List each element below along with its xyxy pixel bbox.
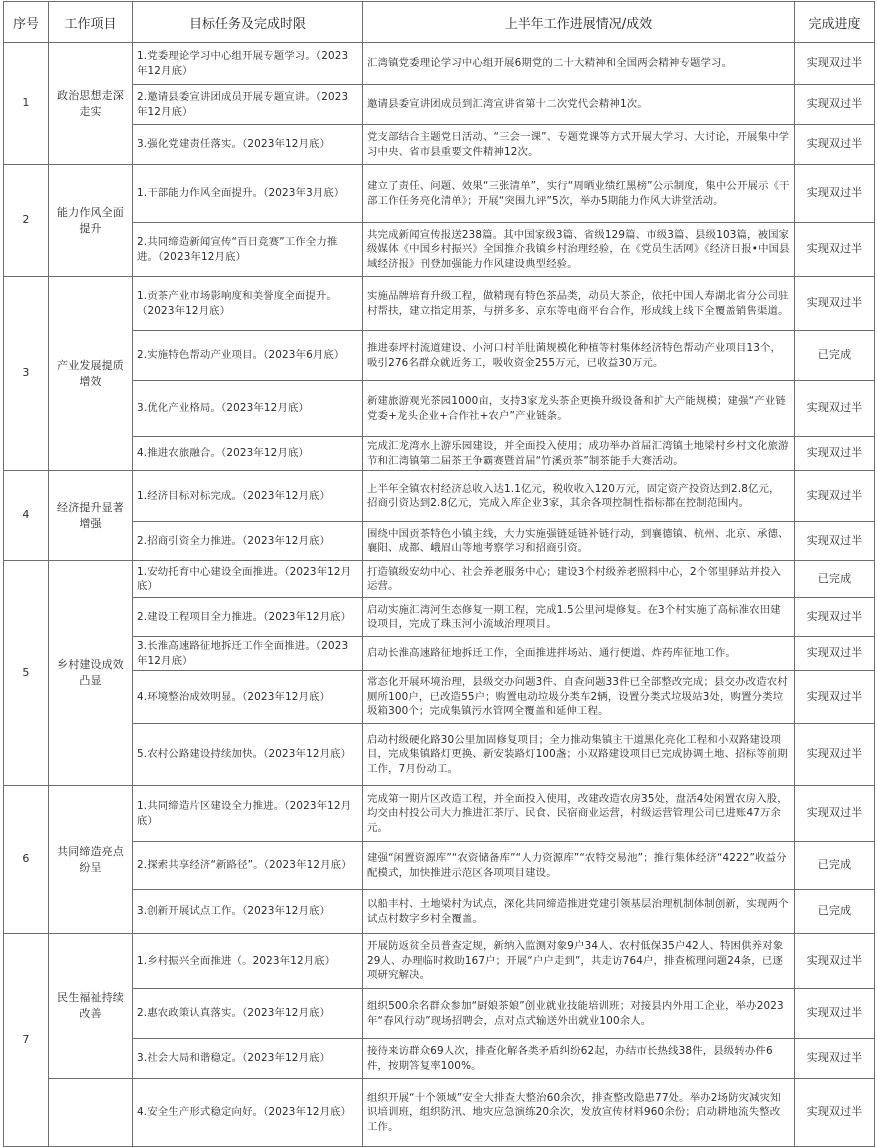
task-cell: 3.强化党建责任落实。（2023年12月底） (133, 125, 363, 165)
group-item: 共同缔造亮点纷呈 (49, 786, 133, 934)
table-row (4, 381, 875, 437)
result-cell: 建立了责任、问题、效果“三张清单”，实行“周晒业绩红黑榜”公示制度，集中公开展示《干部工作任务亮化清单》；开展“突围九评”5次，举办5期能力作风大讲堂活动。 (363, 165, 795, 223)
task-cell: 2.实施特色帮动产业项目。（2023年6月底） (133, 331, 363, 381)
result-cell: 常态化开展环境治理，县级交办问题3件、自查问题33件已全部整改完成；县交办改造农村厕所100户，已改造55户；购置电动垃圾分类车2辆，设置分类式垃圾站3处，购置分类垃圾箱300个；完成集镇污水管网全覆盖和延伸工程。 (363, 671, 795, 724)
progress-cell: 实现双过半 (795, 989, 875, 1039)
task-cell: 1.安幼托育中心建设全面推进。（2023年12月底） (133, 561, 363, 598)
progress-cell: 实现双过半 (795, 437, 875, 471)
result-cell: 共完成新闻宣传报送238篇。其中国家级3篇、省级129篇、市级3篇、县级103篇，被国家级媒体《中国乡村振兴》全国推介我镇乡村治理经验，在《党员生活网》《经济日报•中国县域经济报》刊登加强能力作风建设典型经验。 (363, 223, 795, 277)
group-number: 2 (4, 165, 49, 277)
result-cell: 推进泰坪村流道建设、小河口村羊肚菌规模化种植等村集体经济特色帮动产业项目13个，吸引276名群众就近务工，吸收资金255万元，已收益30万元。 (363, 331, 795, 381)
result-cell: 启动村级硬化路30公里加固修复项目；全力推动集镇主干道黑化亮化工程和小双路建设项目，完成集镇路灯更换、新安装路灯100盏；小双路建设项目已完成协调土地、招标等前期工作，7月份动工。 (363, 724, 795, 786)
result-cell: 建强“闲置资源库”“农资储备库”“人力资源库”“农特交易池”；推行集体经济“4222”收益分配模式，加快推进示范区各项项目建设。 (363, 842, 795, 890)
progress-cell: 实现双过半 (795, 786, 875, 842)
progress-cell: 实现双过半 (795, 223, 875, 277)
result-cell: 实施品牌培育升级工程，做精现有特色茶品类，动员大茶企，依托中国人寿湖北省分公司驻村帮扶，建立指定用茶，与拼多多、京东等电商平台合作，形成线上线下全覆盖销售渠道。 (363, 277, 795, 331)
progress-cell: 实现双过半 (795, 637, 875, 671)
task-cell: 1.贡茶产业市场影响度和美誉度全面提升。（2023年12月底） (133, 277, 363, 331)
table-row (4, 277, 875, 331)
group-item-empty (49, 1079, 133, 1147)
progress-cell: 实现双过半 (795, 522, 875, 561)
group-number: 3 (4, 277, 49, 471)
progress-cell: 实现双过半 (795, 277, 875, 331)
progress-cell: 实现双过半 (795, 43, 875, 85)
group-item: 产业发展提质增效 (49, 277, 133, 471)
task-cell: 2.建设工程项目全力推进。（2023年12月底） (133, 598, 363, 637)
task-cell: 1.经济目标对标完成。（2023年12月底） (133, 471, 363, 522)
table-row (4, 1079, 875, 1147)
progress-cell: 实现双过半 (795, 934, 875, 989)
group-item: 乡村建设成效凸显 (49, 561, 133, 786)
header-row (4, 2, 875, 43)
progress-cell: 已完成 (795, 842, 875, 890)
table-row (4, 43, 875, 85)
result-cell: 接待来访群众69人次，排查化解各类矛盾纠纷62起，办结市长热线38件，县级转办件6件，按期答复率100%。 (363, 1039, 795, 1079)
task-cell: 1.党委理论学习中心组开展专题学习。（2023年12月底） (133, 43, 363, 85)
group-item: 经济提升显著增强 (49, 471, 133, 561)
header-no: 序号 (4, 2, 49, 43)
task-cell: 2.惠农政策认真落实。（2023年12月底） (133, 989, 363, 1039)
task-cell: 3.社会大局和谐稳定。（2023年12月底） (133, 1039, 363, 1079)
table-row (4, 561, 875, 598)
result-cell: 启动长淮高速路征地拆迁工作，全面推进拌场站、通行便道、炸药库征地工作。 (363, 637, 795, 671)
header-task: 目标任务及完成时限 (133, 2, 363, 43)
result-cell: 打造镇级安幼中心、社会养老服务中心；建设3个村级养老照料中心，2个邻里驿站并投入运营。 (363, 561, 795, 598)
task-cell: 5.农村公路建设持续加快。（2023年12月底） (133, 724, 363, 786)
group-item: 能力作风全面提升 (49, 165, 133, 277)
result-cell: 邀请县委宣讲团成员到汇湾宣讲省第十二次党代会精神1次。 (363, 85, 795, 125)
table-row (4, 934, 875, 989)
result-cell: 上半年全镇农村经济总收入达1.1亿元，税收收入120万元，固定资产投资达到2.8亿元，招商引资达到2.8亿元，完成入库企业3家，其余各项控制性指标都在控制范围内。 (363, 471, 795, 522)
group-number: 1 (4, 43, 49, 165)
task-cell: 3.优化产业格局。（2023年12月底） (133, 381, 363, 437)
task-cell: 2.招商引资全力推进。（2023年12月底） (133, 522, 363, 561)
header-progress: 完成进度 (795, 2, 875, 43)
group-number: 6 (4, 786, 49, 934)
table-row (4, 522, 875, 561)
progress-cell: 实现双过半 (795, 125, 875, 165)
table-row (4, 125, 875, 165)
task-cell: 3.长淮高速路征地拆迁工作全面推进。（2023年12月底） (133, 637, 363, 671)
result-cell: 开展防返贫全员普查定规，新纳入监测对象9户34人、农村低保35户42人、特困供养对象29人、办理临时救助167户；开展“户户走到”，共走访764户，排查梳理问题24条，已逐项研究解决。 (363, 934, 795, 989)
table-row (4, 223, 875, 277)
header-result: 上半年工作进展情况/成效 (363, 2, 795, 43)
task-cell: 4.推进农旅融合。（2023年12月底） (133, 437, 363, 471)
progress-cell: 实现双过半 (795, 1079, 875, 1147)
table-row (4, 85, 875, 125)
header-item: 工作项目 (49, 2, 133, 43)
task-cell: 4.安全生产形式稳定向好。（2023年12月底） (133, 1079, 363, 1147)
task-cell: 3.创新开展试点工作。（2023年12月底） (133, 890, 363, 934)
result-cell: 汇湾镇党委理论学习中心组开展6期党的二十大精神和全国两会精神专题学习。 (363, 43, 795, 85)
table-row (4, 786, 875, 842)
task-cell: 1.共同缔造片区建设全力推进。（2023年12月底） (133, 786, 363, 842)
group-item: 政治思想走深走实 (49, 43, 133, 165)
table-row (4, 671, 875, 724)
table-row (4, 598, 875, 637)
work-progress-table (3, 1, 875, 1147)
result-cell: 完成汇龙湾水上游乐园建设，并全面投入使用；成功举办首届汇湾镇土地梁村乡村文化旅游节和汇湾镇第二届茶王争霸赛暨首届“竹溪贡茶”制茶能手大赛活动。 (363, 437, 795, 471)
task-cell: 1.干部能力作风全面提升。（2023年3月底） (133, 165, 363, 223)
table-row (4, 842, 875, 890)
progress-cell: 已完成 (795, 890, 875, 934)
result-cell: 组织开展“十个领域”安全大排查大整治60余次，排查整改隐患77处。举办2场防灾减灾知识培训班，组织防汛、地灾应急演练20余次，发放宣传材料960余份；启动耕地流失整改工作。 (363, 1079, 795, 1147)
progress-cell: 实现双过半 (795, 1039, 875, 1079)
table-row (4, 471, 875, 522)
progress-cell: 实现双过半 (795, 598, 875, 637)
result-cell: 组织500余名群众参加“厨娘茶娘”创业就业技能培训班；对接县内外用工企业，举办2023年“春风行动”现场招聘会，点对点式输送外出就业100余人。 (363, 989, 795, 1039)
table-row (4, 637, 875, 671)
result-cell: 启动实施汇湾河生态修复一期工程，完成1.5公里河堤修复。在3个村实施了高标准农田建设项目，完成了珠玉河小流域治理项目。 (363, 598, 795, 637)
result-cell: 新建旅游观光茶园1000亩，支持3家龙头茶企更换升级设备和扩大产能规模；建强“产业链党委+龙头企业+合作社+农户”产业链条。 (363, 381, 795, 437)
task-cell: 2.共同缔造新闻宣传“百日竞赛”工作全力推进。（2023年12月底） (133, 223, 363, 277)
result-cell: 党支部结合主题党日活动、“三会一课”、专题党课等方式开展大学习、大讨论，开展集中学习中央、省市县重要文件精神12次。 (363, 125, 795, 165)
group-number: 7 (4, 934, 49, 1147)
progress-cell: 实现双过半 (795, 165, 875, 223)
progress-cell: 已完成 (795, 331, 875, 381)
task-cell: 1.乡村振兴全面推进（。2023年12月底） (133, 934, 363, 989)
group-item: 民生福祉持续改善 (49, 934, 133, 1079)
table-row (4, 989, 875, 1039)
table-row (4, 1039, 875, 1079)
task-cell: 2.邀请县委宣讲团成员开展专题宣讲。（2023年12月底） (133, 85, 363, 125)
table-row (4, 165, 875, 223)
progress-cell: 实现双过半 (795, 724, 875, 786)
result-cell: 围绕中国贡茶特色小镇主线，大力实施强链延链补链行动，到襄德镇、杭州、北京、承德、襄阳、成都、峨眉山等地考察学习和招商引资。 (363, 522, 795, 561)
task-cell: 4.环境整治成效明显。（2023年12月底） (133, 671, 363, 724)
task-cell: 2.探索共享经济“新路径”。（2023年12月底） (133, 842, 363, 890)
table-row (4, 437, 875, 471)
progress-cell: 实现双过半 (795, 471, 875, 522)
table-row (4, 724, 875, 786)
table-row (4, 331, 875, 381)
result-cell: 完成第一期片区改造工程，并全面投入使用，改建改造农房35处，盘活4处闲置农房入股，均交由村投公司大力推进汇茶厅、民食、民宿商业运营，村级运营管理公司已进账47万余元。 (363, 786, 795, 842)
progress-cell: 实现双过半 (795, 85, 875, 125)
group-number: 5 (4, 561, 49, 786)
progress-cell: 已完成 (795, 561, 875, 598)
group-number: 4 (4, 471, 49, 561)
result-cell: 以船丰村、土地梁村为试点，深化共同缔造推进党建引领基层治理机制体制创新，实现两个试点村数字乡村全覆盖。 (363, 890, 795, 934)
progress-cell: 实现双过半 (795, 381, 875, 437)
table-row (4, 890, 875, 934)
progress-cell: 实现双过半 (795, 671, 875, 724)
